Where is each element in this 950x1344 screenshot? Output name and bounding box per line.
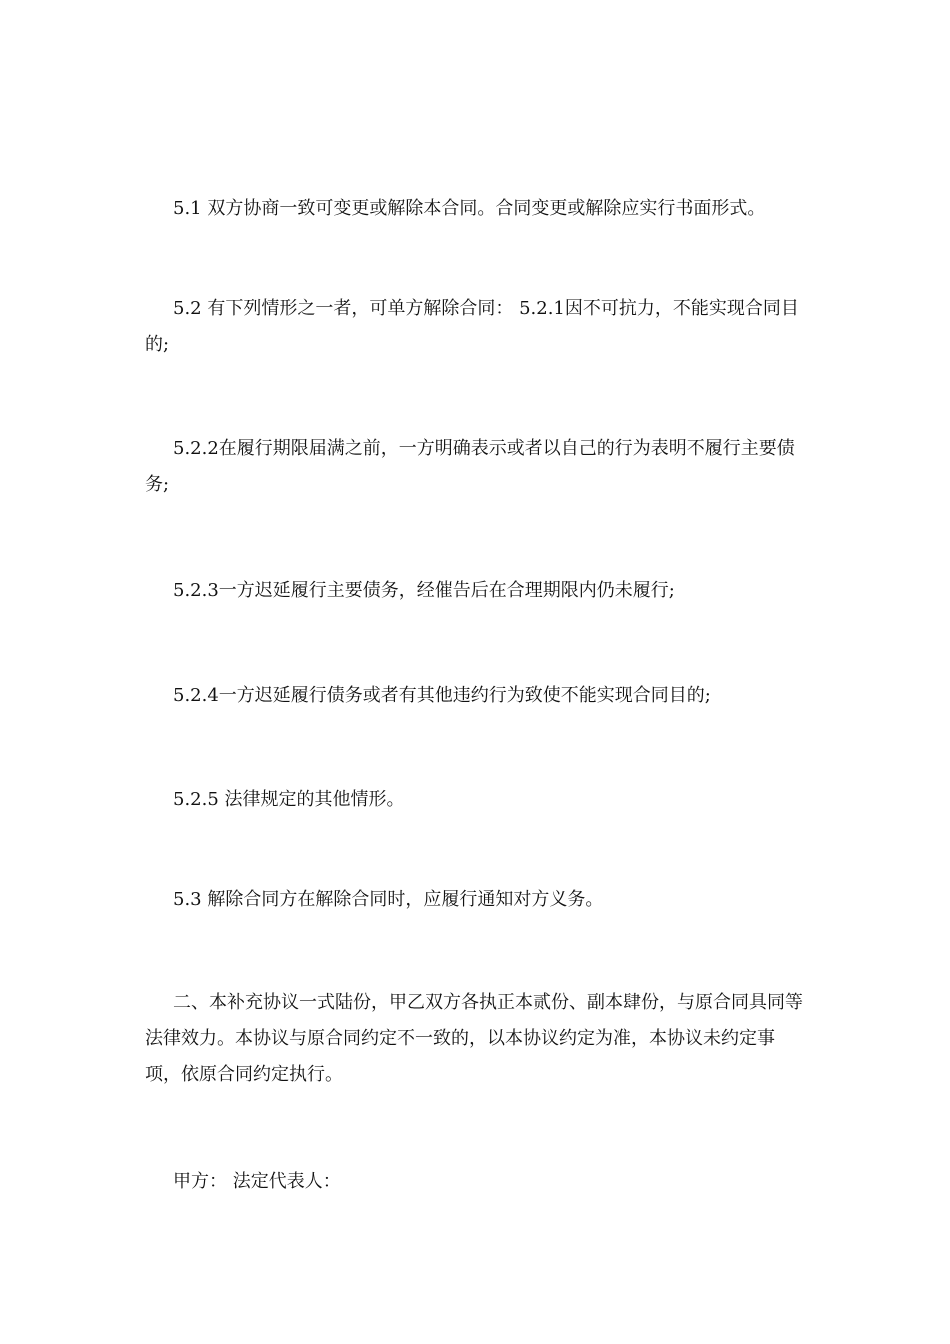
clause-5-2-4: 5.2.4一方迟延履行债务或者有其他违约行为致使不能实现合同目的; xyxy=(173,685,711,706)
clause-5-2: 5.2 有下列情形之一者，可单方解除合同： 5.2.1因不可抗力，不能实现合同目的; xyxy=(145,298,799,355)
clause-5-3: 5.3 解除合同方在解除合同时，应履行通知对方义务。 xyxy=(173,889,604,910)
clause-5-1: 5.1 双方协商一致可变更或解除本合同。合同变更或解除应实行书面形式。 xyxy=(173,198,766,219)
section-two-paragraph: 二、本补充协议一式陆份，甲乙双方各执正本贰份、副本肆份，与原合同具同等法律效力。本协议与原合同约定不一致的，以本协议约定为准，本协议未约定事项，依原合同约定执行。 xyxy=(145,992,803,1085)
clause-5-2-2: 5.2.2在履行期限届满之前，一方明确表示或者以自己的行为表明不履行主要债务; xyxy=(145,438,795,495)
clause-5-2-5: 5.2.5 法律规定的其他情形。 xyxy=(173,789,405,810)
signature-line: 甲方： 法定代表人： xyxy=(173,1171,341,1192)
clause-5-2-3: 5.2.3一方迟延履行主要债务，经催告后在合理期限内仍未履行; xyxy=(173,580,675,601)
